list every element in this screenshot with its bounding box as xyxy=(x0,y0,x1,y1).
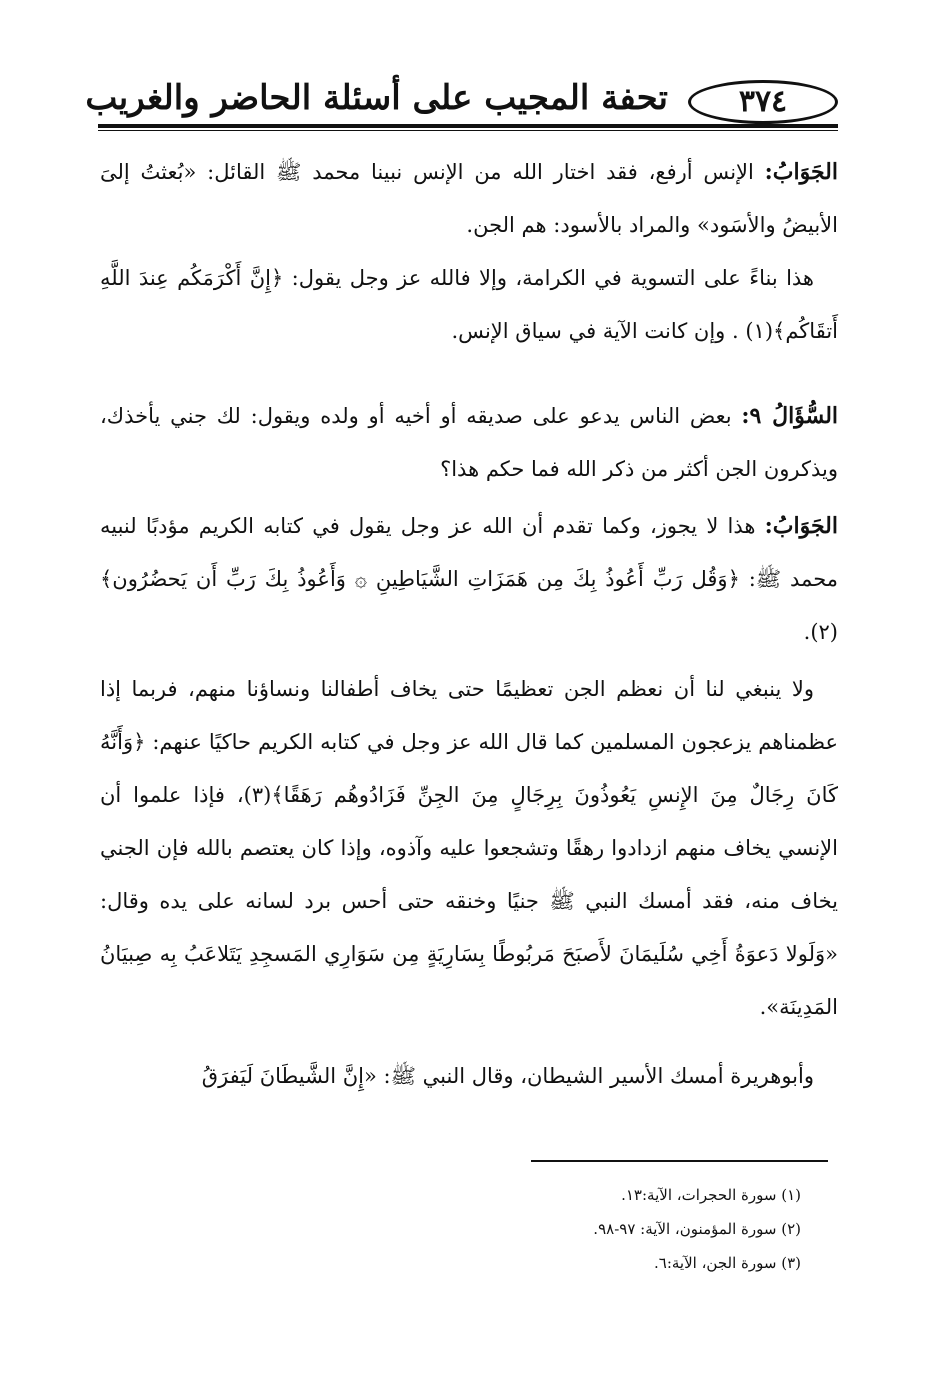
paragraph-5 xyxy=(100,663,838,1034)
book-title: تحفة المجيب على أسئلة الحاضر والغريب xyxy=(85,78,668,118)
answer-text: هذا لا يجوز، وكما تقدم أن الله عز وجل يقول في كتابه الكريم مؤدبًا لنبيه محمد ﷺ: ﴿وَقُل رَبِّ أَعُوذُ بِكَ مِن هَمَزَاتِ الشَّيَاطِينِ ۞ وَأَعُوذُ بِكَ رَبِّ أَن يَحضُرُون﴾(٢). xyxy=(100,514,839,644)
footnote-separator xyxy=(531,1160,828,1162)
header-rule-thick xyxy=(98,124,838,128)
page-header xyxy=(85,72,838,134)
question-9 xyxy=(100,390,838,496)
footnote-1: (١) سورة الحجرات، الآية:١٣. xyxy=(621,1186,801,1204)
footnotes xyxy=(593,1178,801,1280)
footnote-3: (٣) سورة الجن، الآية:٦. xyxy=(653,1254,801,1272)
paragraph-6 xyxy=(100,1050,838,1103)
answer-paragraph-2 xyxy=(100,500,838,659)
answer-paragraph-1 xyxy=(100,146,838,252)
answer-label: الجَوَابُ: xyxy=(764,513,838,539)
paragraph-text: هذا بناءً على التسوية في الكرامة، وإلا فالله عز وجل يقول: ﴿إِنَّ أَكْرَمَكُم عِندَ اللَّهِ أَتقَاكُم﴾(١) . وإن كانت الآية في سياق الإنس. xyxy=(100,266,838,343)
footnote-2: (٢) سورة المؤمنون، الآية: ٩٧-٩٨. xyxy=(593,1220,801,1238)
paragraph-text: وأبوهريرة أمسك الأسير الشيطان، وقال النبي ﷺ: «إِنَّ الشَّيطَانَ لَيَفرَقُ xyxy=(201,1064,814,1088)
question-text: بعض الناس يدعو على صديقه أو أخيه أو ولده ويقول: لك جني يأخذك، ويذكرون الجن أكثر من ذكر الله فما حكم هذا؟ xyxy=(100,404,838,481)
header-rule-thin xyxy=(98,130,838,131)
question-label: السُّؤَالُ ٩: xyxy=(741,403,839,429)
paragraph-2 xyxy=(100,252,838,358)
paragraph-text: ولا ينبغي لنا أن نعظم الجن تعظيمًا حتى يخاف أطفالنا ونساؤنا منهم، فربما إذا عظمناهم يزعجون المسلمين كما قال الله عز وجل في كتابه الكريم حاكيًا عنهم: ﴿وَأَنَّهُ كَانَ رِجَالٌ مِنَ الإِنسِ يَعُوذُونَ بِرِجَالٍ مِنَ الجِنِّ فَزَادُوهُم رَهَقًا﴾(٣)، فإذا علموا أن الإنسي يخاف منهم ازدادوا رهقًا وتشجعوا عليه وآذوه، وإذا كان يعتصم بالله فإن الجني يخاف منه، فقد أمسك النبي ﷺ جنيًا وخنقه حتى أحس برد لسانه على يده وقال: «وَلَولا دَعوَةُ أَخِي سُلَيمَانَ لأَصبَحَ مَربُوطًا بِسَارِيَةٍ مِن سَوَارِي المَسجِدِ يَتَلاعَبُ بِه صِبيَانُ المَدِينَة». xyxy=(100,677,838,1019)
page-number: ٣٧٤ xyxy=(738,84,788,119)
answer-label: الجَوَابُ: xyxy=(764,159,838,185)
answer-text: الإنس أرفع، فقد اختار الله من الإنس نبينا محمد ﷺ القائل: «بُعثتُ إلىَ الأبيضُ والأسَود» والمراد بالأسود: هم الجن. xyxy=(100,160,838,237)
